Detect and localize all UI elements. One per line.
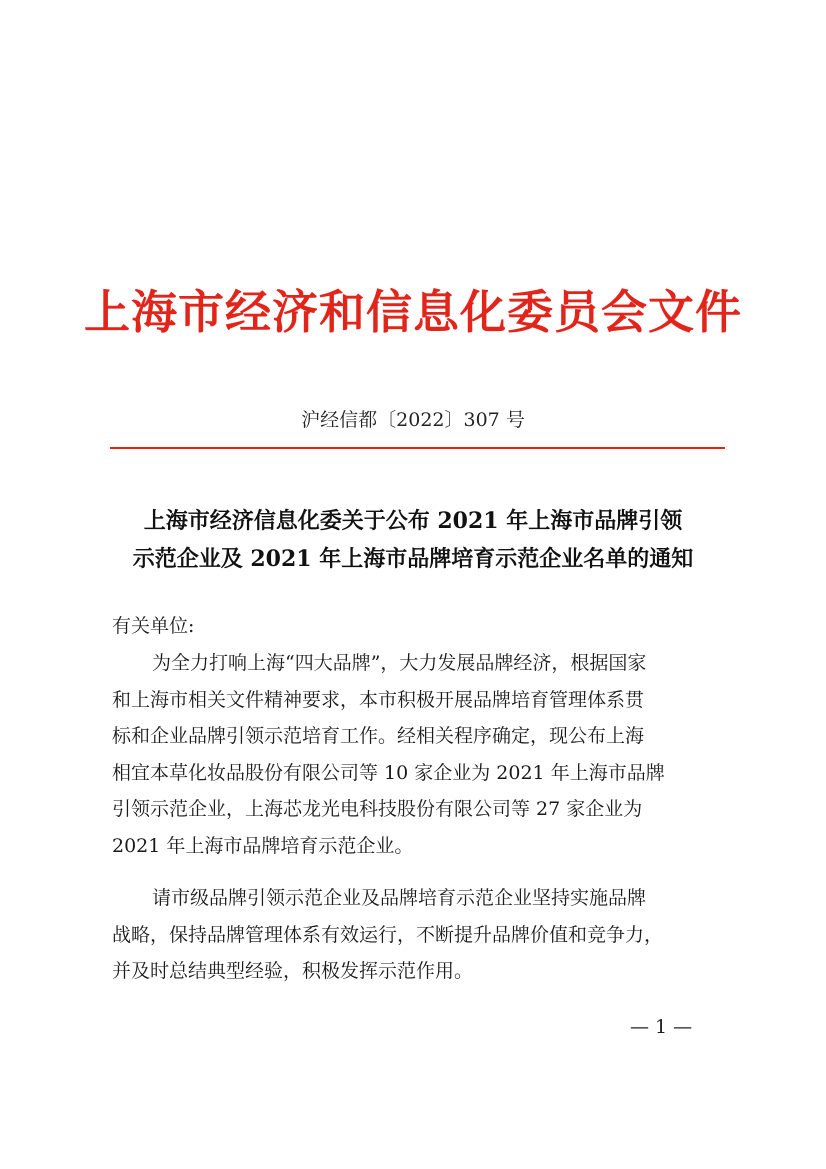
paragraph-2-line: 请市级品牌引领示范企业及品牌培育示范企业坚持实施品牌 xyxy=(152,887,647,909)
notice-title-line-1: 上海市经济信息化委关于公布 2021 年上海市品牌引领 xyxy=(143,508,683,534)
salutation: 有关单位: xyxy=(112,615,195,637)
page-number: — 1 — xyxy=(630,1016,693,1038)
paragraph-1-line: 引领示范企业，上海芯龙光电科技股份有限公司等 27 家企业为 xyxy=(112,798,643,820)
notice-title-line-2: 示范企业及 2021 年上海市品牌培育示范企业名单的通知 xyxy=(132,546,694,572)
document-number: 沪经信都〔2022〕307 号 xyxy=(301,409,525,431)
notice-title xyxy=(90,502,736,578)
paragraph-2 xyxy=(112,880,724,990)
paragraph-1-line: 标和企业品牌引领示范培育工作。经相关程序确定，现公布上海 xyxy=(112,725,645,747)
paragraph-1-line: 2021 年上海市品牌培育示范企业。 xyxy=(112,834,414,857)
paragraph-1-line: 相宜本草化妆品股份有限公司等 10 家企业为 2021 年上海市品牌 xyxy=(112,761,665,784)
red-divider-line xyxy=(110,447,725,449)
document-header-title: 上海市经济和信息化委员会文件 xyxy=(84,285,742,339)
paragraph-1 xyxy=(112,645,724,864)
paragraph-1-line: 为全力打响上海“四大品牌”，大力发展品牌经济，根据国家 xyxy=(152,652,647,674)
paragraph-1-line: 和上海市相关文件精神要求，本市积极开展品牌培育管理体系贯 xyxy=(112,688,645,711)
paragraph-2-line: 战略，保持品牌管理体系有效运行，不断提升品牌价值和竞争力， xyxy=(112,923,664,946)
paragraph-2-line: 并及时总结典型经验，积极发挥示范作用。 xyxy=(112,960,474,982)
